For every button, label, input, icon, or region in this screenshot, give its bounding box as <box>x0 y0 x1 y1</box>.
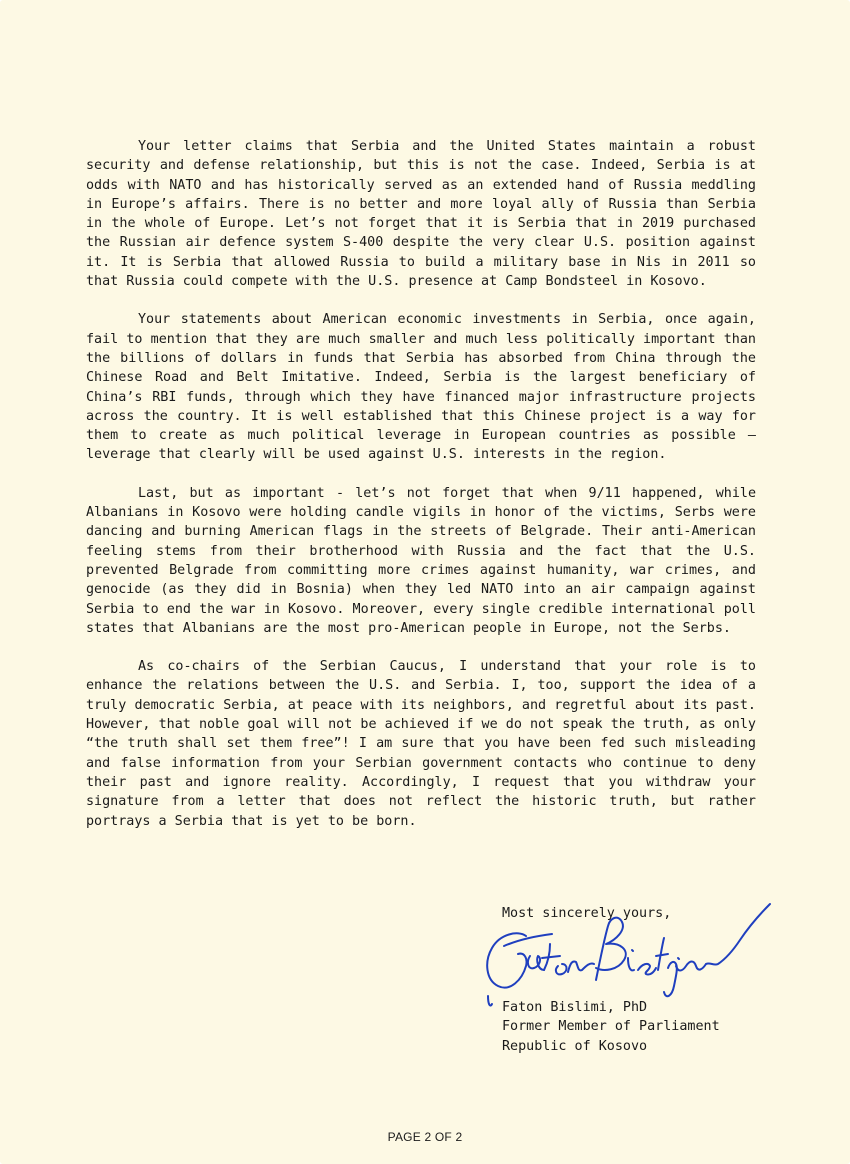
page-number: PAGE 2 OF 2 <box>387 1130 463 1144</box>
paragraph-economy: Your statements about American economic investments in Serbia, once again, fail to mention that they are much smaller and much less politically important than the billions of dollars in funds that Serbia has absorbed from China through the Chinese Road and Belt Imitative. Indeed, Serbia is the largest beneficiary of China’s RBI funds, through which they have financed major infrastructure projects across the country. It is well established that this Chinese project is a way for them to create as much political leverage in European countries as possible – leverage that clearly will be used against U.S. interests in the region. <box>86 312 756 463</box>
paragraph-history: Last, but as important - let’s not forget that when 9/11 happened, while Albanians in Kosovo were holding candle vigils in honor of the victims, Serbs were dancing and burning American flags in the streets of Belgrade. Their anti-American feeling stems from their brotherhood with Russia and the fact that the U.S. prevented Belgrade from committing more crimes against humanity, war crimes, and genocide (as they did in Bosnia) when they led NATO into an air campaign against Serbia to end the war in Kosovo. Moreover, every single credible international poll states that Albanians are the most pro-American people in Europe, not the Serbs. <box>86 485 756 636</box>
signatory-title: Former Member of Parliament <box>502 1019 720 1035</box>
paragraph-security: Your letter claims that Serbia and the United States maintain a robust security and defense relationship, but this is not the case. Indeed, Serbia is at odds with NATO and has historically served as an extended hand of Russia meddling in Europe’s affairs. There is no better and more loyal ally of Russia than Serbia in the whole of Europe. Let’s not forget that it is Serbia that in 2019 purchased the Russian air defence system S-400 despite the very clear U.S. position against it. It is Serbia that allowed Russia to build a military base in Nis in 2011 so that Russia could compete with the U.S. presence at Camp Bondsteel in Kosovo. <box>86 139 756 290</box>
paragraph-caucus: As co-chairs of the Serbian Caucus, I understand that your role is to enhance the relations between the U.S. and Serbia. I, too, support the idea of a truly democratic Serbia, at peace with its neighbors, and regretful about its past. However, that noble goal will not be achieved if we do not speak the truth, as only “the truth shall set them free”! I am sure that you have been fed such misleading and false information from your Serbian government contacts who continue to deny their past and ignore reality. Accordingly, I request that you withdraw your signature from a letter that does not reflect the historic truth, but rather portrays a Serbia that is yet to be born. <box>86 659 756 829</box>
closing-salutation: Most sincerely yours, <box>502 906 672 921</box>
letter-body <box>86 137 756 850</box>
signatory-name: Faton Bislimi, PhD <box>502 1000 648 1015</box>
signatory-country: Republic of Kosovo <box>502 1038 648 1054</box>
signature-block <box>502 998 720 1056</box>
handwritten-signature <box>478 900 778 1010</box>
